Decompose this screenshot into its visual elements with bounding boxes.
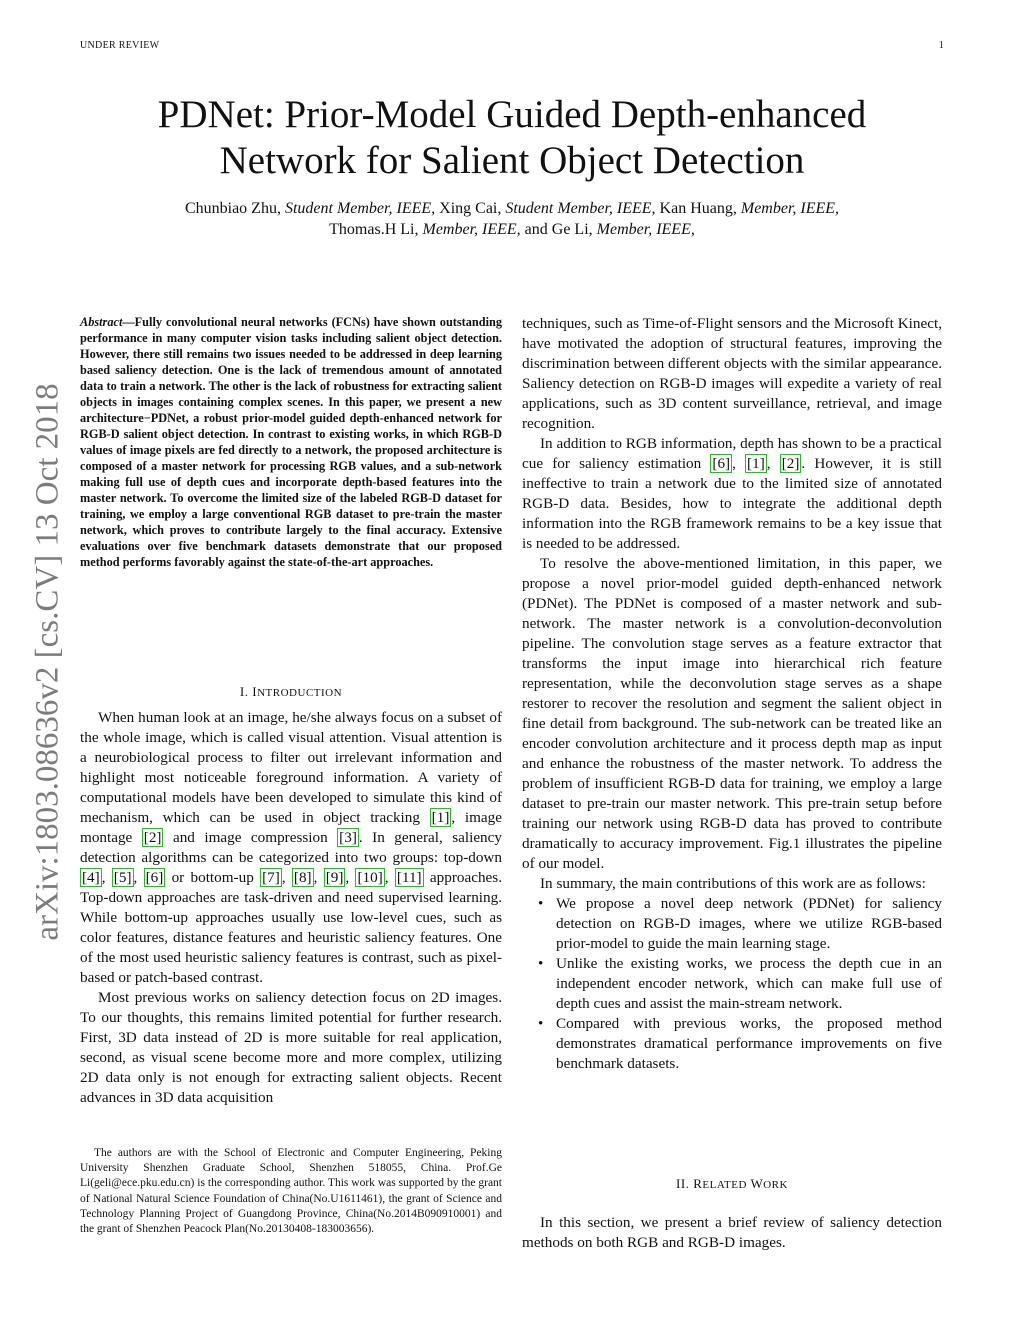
contributions-list	[522, 894, 942, 1074]
text: In addition to RGB information, depth has shown to be a practical cue for saliency estimation	[522, 435, 942, 472]
text: ,	[281, 869, 292, 886]
author-name: Xing Cai,	[439, 200, 502, 217]
text: ,	[345, 869, 356, 886]
abstract-text: —Fully convolutional neural networks (FCNs) have shown outstanding performance in many computer vision tasks including salient object detection. However, there still remains two issues needed to be addressed in deep learning based saliency detection. One is the lack of tremendous amount of annotated data to train a network. The other is the lack of robustness for extracting salient objects in images containing complex scenes. In this paper, we present a new architecture−PDNet, a robust prior-model guided depth-enhanced network for RGB-D salient object detection. In contrast to existing works, in which RGB-D values of image pixels are fed directly to a network, the proposed architecture is composed of a master network for processing RGB values, and a sub-network making full use of depth cues and incorporate depth-based features into the master network. To overcome the limited size of the labeled RGB-D dataset for training, we employ a large conventional RGB dataset to pre-train the master network, which proves to contribute largely to the final accuracy. Extensive evaluations over five benchmark datasets demonstrate that our proposed method performs favorably against the state-of-the-art approaches.	[80, 315, 502, 569]
citation-link[interactable]: [2]	[781, 455, 800, 472]
author-footnote: The authors are with the School of Electronic and Computer Engineering, Peking University Shenzhen Graduate School, Shenzhen 518055, China. Prof.Ge Li(geli@ece.pku.edu.cn) is the corresponding author. This work was supported by the grant of National Natural Science Foundation of China(No.U1611461), the grant of Science and Technology Planning Project of Guangdong Province, China(No.2014B090910001) and the grant of Shenzhen Peacock Plan(No.20130408-183003656).	[80, 1147, 502, 1236]
bullet-icon: •	[538, 895, 544, 912]
bullet-icon: •	[538, 955, 544, 972]
author-name: Chunbiao Zhu,	[184, 200, 281, 217]
running-header: UNDER REVIEW	[80, 40, 160, 51]
author-role: Student Member, IEEE,	[505, 200, 656, 217]
text: Unlike the existing works, we process the depth cue in an independent encoder network, which can make full use of depth cues and assist the main-stream network.	[556, 955, 942, 1012]
citation-link[interactable]: [7]	[262, 869, 280, 886]
author-role: Member, IEEE,	[422, 221, 521, 238]
text: , image montage	[80, 809, 503, 846]
text: ,	[766, 455, 780, 472]
intro-paragraph-2: Most previous works on saliency detection focus on 2D images. To our thoughts, this remains limited potential for further research. First, 3D data instead of 2D is more suitable for real application, second, as visual scene become more and more complex, utilizing 2D data only is not enough for extracting salient objects. Recent advances in 3D data acquisition	[80, 989, 502, 1106]
text: ,	[732, 455, 746, 472]
citation-link[interactable]: [8]	[293, 869, 312, 886]
section-title-initial: R	[693, 1176, 703, 1191]
list-item	[522, 954, 942, 1014]
text: ,	[313, 869, 324, 886]
section-title-rest: ELATED	[702, 1179, 747, 1191]
list-item	[522, 894, 942, 954]
title-line-1: PDNet: Prior-Model Guided Depth-enhanced	[157, 93, 867, 136]
section-heading-related-work	[522, 1176, 942, 1192]
section-title-initial: I	[252, 684, 258, 699]
arxiv-identifier: arXiv:1803.08636v2 [cs.CV] 13 Oct 2018	[29, 383, 66, 941]
right-column-body	[522, 314, 942, 1074]
text: ,	[101, 869, 112, 886]
citation-link[interactable]: [3]	[339, 829, 357, 846]
text: When human look at an image, he/she always focus on a subset of the whole image, which is called visual attention. Visual attention is a neurobiological process to filter out irrelevant information and highlight most noticeable foreground information. A variety of computational models have been developed to simulate this kind of mechanism, which can be used in object tracking	[80, 709, 502, 826]
section-title-rest: NTRODUCTION	[257, 687, 343, 699]
left-column-body	[80, 708, 502, 1108]
continued-paragraph: techniques, such as Time-of-Flight sensors and the Microsoft Kinect, have motivated the adoption of structural features, improving the discrimination between different objects with the similar appearance. Saliency detection on RGB-D images will expedite a variety of real applications, such as 3D content surveillance, retrieval, and image recognition.	[522, 315, 942, 432]
section-title-initial: W	[750, 1176, 764, 1191]
pdnet-paragraph: To resolve the above-mentioned limitation, in this paper, we propose a novel prior-model guided depth-enhanced network (PDNet). The PDNet is composed of a master network and sub-network. The master network is a convolution-deconvolution pipeline. The convolution stage serves as a feature extractor that transforms the input image into hierarchical rich feature representation, while the deconvolution stage serves as a shape restorer to recover the resolution and segment the salient object in fine detail from background. The sub-network can be treated like an encoder convolution architecture and it process depth map as input and enhance the robustness of the master network. To address the problem of insufficient RGB-D data for training, we employ a large dataset to pre-train our master network. This pre-train setup before training our network using RGB-D data has proved to contribute dramatically to accuracy improvement. Fig.1 illustrates the pipeline of our model.	[522, 555, 942, 872]
section-title-rest: ORK	[763, 1179, 788, 1191]
title-line-2: Network for Salient Object Detection	[219, 139, 805, 182]
text: . In general, saliency detection algorithms can be categorized into two groups: top-down	[80, 829, 502, 866]
list-item	[522, 1014, 942, 1074]
text: . However, it is still ineffective to train a network due to the limited size of annotated RGB-D data. Besides, how to integrate the additional depth information into the RGB framework remains to be a key issue that is needed to be addressed.	[522, 455, 942, 552]
citation-link[interactable]: [2]	[143, 829, 162, 846]
citation-link[interactable]: [4]	[82, 869, 100, 886]
abstract-label: Abstract	[80, 315, 123, 329]
author-role: Member, IEEE,	[740, 200, 840, 217]
author-name: and Ge Li,	[524, 221, 593, 238]
citation-link[interactable]: [6]	[145, 869, 164, 886]
citation-link[interactable]: [1]	[431, 809, 450, 826]
citation-link[interactable]: [9]	[325, 869, 344, 886]
paper-title	[0, 92, 1024, 184]
citation-link[interactable]: [6]	[712, 455, 731, 472]
author-name: Thomas.H Li,	[329, 221, 419, 238]
bullet-icon: •	[538, 1015, 544, 1032]
related-work-body	[522, 1213, 942, 1253]
abstract	[80, 314, 502, 570]
text: We propose a novel deep network (PDNet) for saliency detection on RGB-D images, where we utilize RGB-based prior-model to guide the main learning stage.	[556, 895, 942, 952]
citation-link[interactable]: [5]	[113, 869, 132, 886]
depth-paragraph	[522, 434, 942, 554]
related-paragraph-1: In this section, we present a brief review of saliency detection methods on both RGB and RGB-D images.	[522, 1214, 942, 1251]
intro-paragraph-1	[80, 708, 502, 988]
section-heading-introduction	[80, 684, 502, 700]
author-role: Student Member, IEEE,	[284, 200, 436, 217]
text: approaches. Top-down approaches are task-driven and need supervised learning. While bottom-up approaches usually use low-level cues, such as color features, distance features and heuristic saliency features. One of the most used heuristic saliency features is contrast, such as pixel-based or patch-based contrast.	[80, 869, 503, 986]
citation-link[interactable]: [11]	[396, 869, 422, 886]
summary-paragraph: In summary, the main contributions of this work are as follows:	[540, 875, 926, 892]
text: and image compression	[163, 829, 338, 846]
section-number: I.	[239, 684, 249, 699]
author-name: Kan Huang,	[659, 200, 737, 217]
citation-link[interactable]: [1]	[747, 455, 765, 472]
text: Compared with previous works, the proposed method demonstrates dramatical performance improvements on five benchmark datasets.	[556, 1015, 942, 1072]
text: ,	[133, 869, 144, 886]
page-number: 1	[938, 40, 944, 51]
text: or bottom-up	[165, 869, 261, 886]
citation-link[interactable]: [10]	[357, 869, 383, 886]
text: ,	[384, 869, 395, 886]
author-role: Member, IEEE,	[596, 221, 695, 238]
section-number: II.	[676, 1176, 690, 1191]
author-list	[90, 198, 934, 240]
